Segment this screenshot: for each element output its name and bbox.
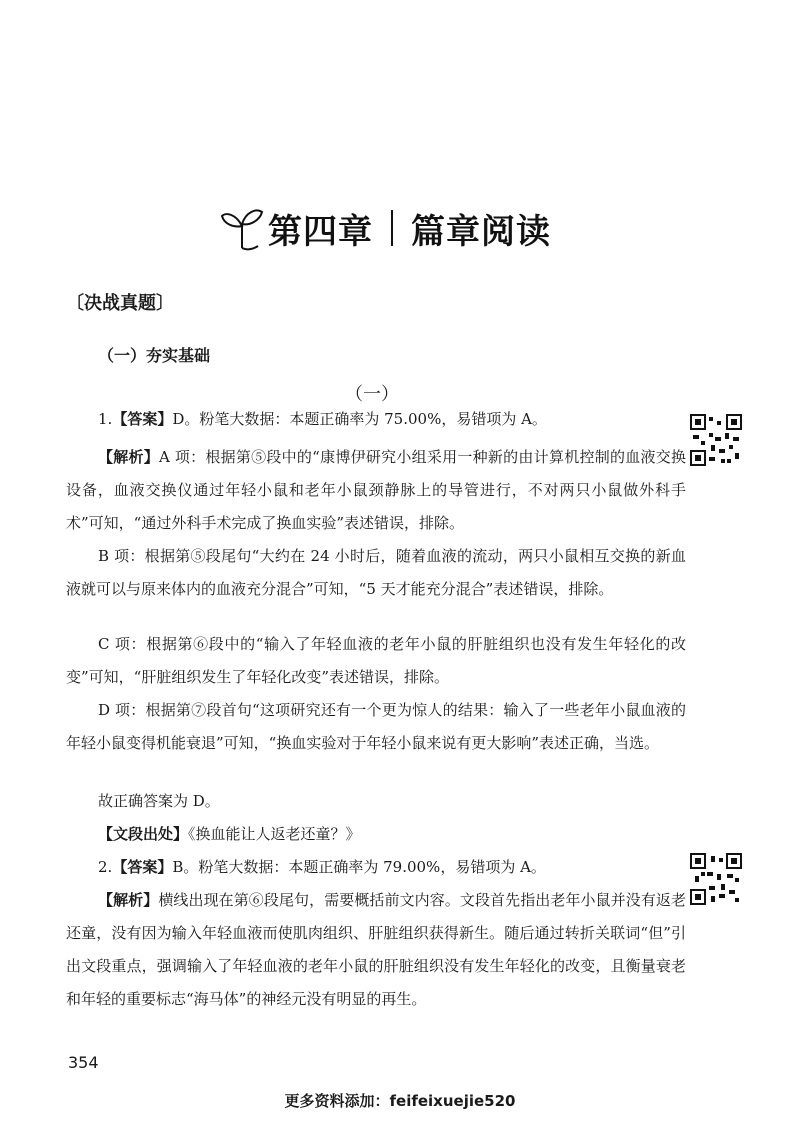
footer-note: 更多资料添加：feifeixuejie520 [284, 1092, 516, 1110]
qr-code-icon [690, 853, 742, 905]
q1-conclusion: 故正确答案为 D。 [98, 792, 220, 810]
q2-analysis-tag: 【解析】 [98, 891, 159, 909]
q1-analysis-tag: 【解析】 [98, 448, 160, 466]
section-heading: 〔决战真题〕 [66, 293, 174, 314]
chapter-subtitle: 篇章阅读 [411, 211, 551, 252]
q1-analysis-b: B 项：根据第⑤段尾句“大约在 24 小时后，随着血液的流动，两只小鼠相互交换的新血液就可以与原来体内的血液充分混合”可知，“5 天才能充分混合”表述错误，排除。 [66, 547, 686, 598]
q2-answer-text: B。粉笔大数据：本题正确率为 79.00%，易错项为 A。 [172, 858, 546, 876]
q1-analysis-a-text: A 项：根据第⑤段中的“康博伊研究小组采用一种新的由计算机控制的血液交换设备，血液交换仪通过年轻小鼠和老年小鼠颈静脉上的导管进行，不对两只小鼠做外科手术”可知，“通过外科手术完成了换血实验”表述错误，排除。 [66, 448, 686, 532]
part-label: （一） [345, 384, 399, 405]
q1-analysis-a [66, 441, 686, 540]
q1-answer-tag: 【答案】 [112, 410, 173, 428]
page-number: 354 [68, 1053, 99, 1072]
subsection-heading: （一）夯实基础 [98, 346, 211, 365]
chapter-title: 第四章 [268, 211, 373, 252]
q1-analysis-c: C 项：根据第⑥段中的“输入了年轻血液的老年小鼠的肝脏组织也没有发生年轻化的改变”可知，“肝脏组织发生了年轻化改变”表述错误，排除。 [66, 635, 686, 686]
q1-answer [66, 403, 686, 436]
q1-answer-text: D。粉笔大数据：本题正确率为 75.00%，易错项为 A。 [172, 410, 547, 428]
qr-code-icon [690, 414, 742, 466]
q2-analysis [66, 884, 686, 1016]
q2-analysis-text: 横线出现在第⑥段尾句，需要概括前文内容。文段首先指出老年小鼠并没有返老还童，没有因为输入年轻血液而使肌肉组织、肝脏组织获得新生。随后通过转折关联词“但”引出文段重点，强调输入了年轻血液的老年小鼠的肝脏组织没有发生年轻化的改变，且衡量衰老和年轻的重要标志“海马体”的神经元没有明显的再生。 [66, 891, 686, 1008]
chapter-header [220, 198, 551, 258]
q2-answer [66, 851, 686, 884]
q1-source [66, 818, 686, 851]
q1-source-tag: 【文段出处】 [98, 825, 189, 843]
q1-analysis-d: D 项：根据第⑦段首句“这项研究还有一个更为惊人的结果：输入了一些老年小鼠血液的年轻小鼠变得机能衰退”可知，“换血实验对于年轻小鼠来说有更大影响”表述正确，当选。 [66, 701, 686, 752]
q2-number: 2. [98, 858, 113, 876]
q1-number: 1. [98, 410, 113, 428]
title-divider [391, 210, 393, 246]
sprout-icon [220, 204, 264, 252]
q1-source-text: 《换血能让人返老还童？》 [188, 825, 361, 843]
q2-answer-tag: 【答案】 [112, 858, 173, 876]
